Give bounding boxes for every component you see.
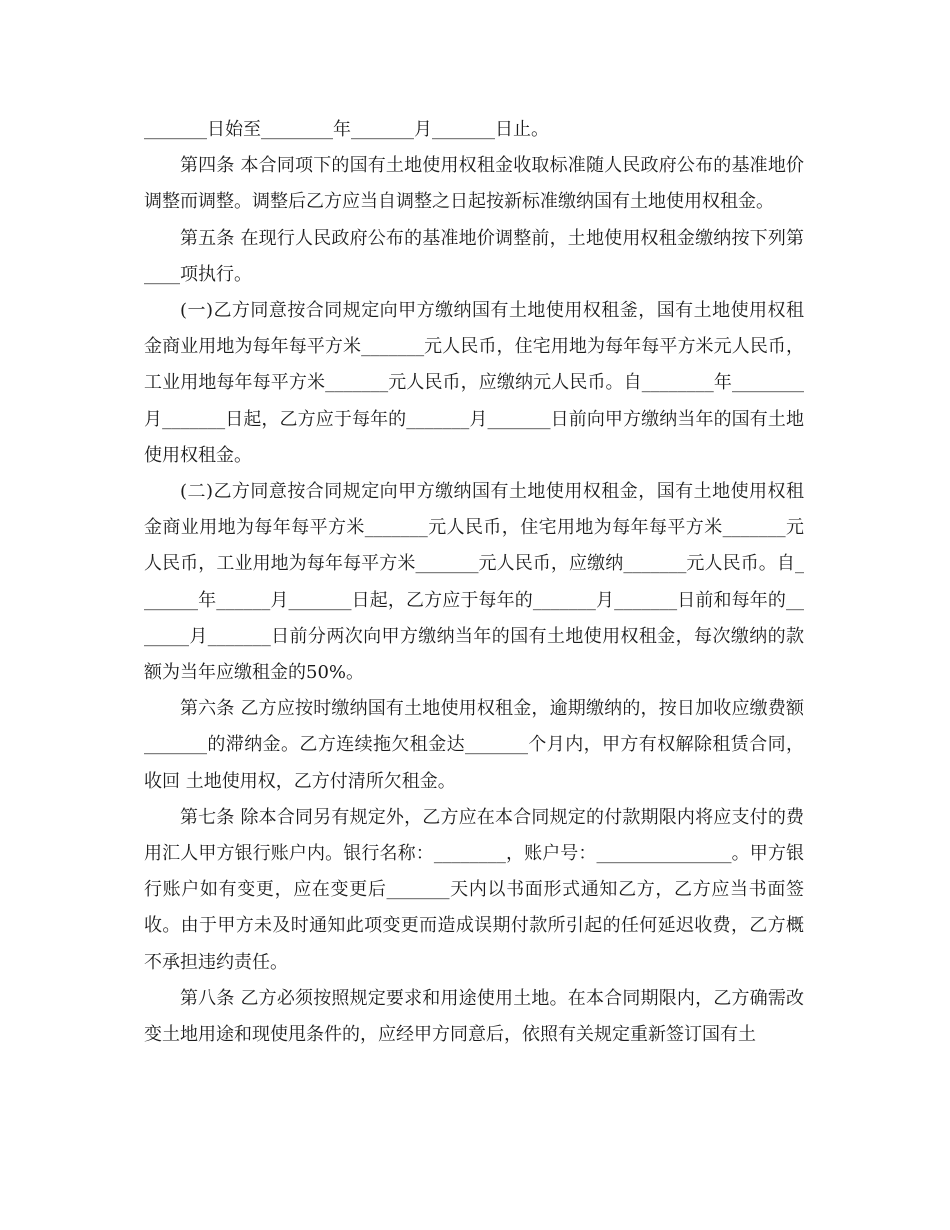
paragraph-date-range: _______日始至________年_______月_______日止。 (144, 119, 549, 140)
paragraph-article-5-option-1: (一)乙方同意按合同规定向甲方缴纳国有土地使用权租釜，国有土地使用权租金商业用地为每年每平方米_______元人民币，住宅用地为每年每平方米元人民币，工业用地每年每平方米_______元人民币，应缴纳元人民币。自________年________月_______日起，乙方应于每年的_______月_______日前向甲方缴纳当年的国有土地使用权租金。 (144, 300, 804, 466)
paragraph-article-8: 第八条 乙方必须按照规定要求和用途使用土地。在本合同期限内，乙方确需改变土地用途和现使甩条件的，应经甲方同意后，依照有关规定重新签订国有土 (144, 987, 804, 1046)
paragraph-article-4: 第四条 本合同项下的国有土地使用权租金收取标准随人民政府公布的基准地价调整而调整。调整后乙方应当自调整之日起按新标准缴纳国有土地使用权租金。 (144, 155, 804, 213)
paragraph-article-5: 第五条 在现行人民政府公布的基准地价调整前，土地使用权租金缴纳按下列第____项执行。 (144, 227, 804, 285)
paragraph-article-5-option-2: (二)乙方同意按合同规定向甲方缴纳国有土地使用权租金，国有土地使用权租金商业用地为每年每平方米_______元人民币，住宅用地为每年每平方米_______元人民币，工业用地为每年每平方米_______元人民币，应缴纳_______元人民币。自_______年______月_______日起，乙方应于每年的_______月_______日前和每年的_______月_______日前分两次向甲方缴纳当年的国有土地使用权租金，每次缴纳的款额为当年应缴租金的50%。 (144, 481, 804, 684)
document-page (144, 112, 804, 1053)
paragraph-article-7: 第七条 除本合同另有规定外，乙方应在本合同规定的付款期限内将应支付的费用汇人甲方银行账户内。银行名称：________，账户号：_______________。甲方银行账户如有变更，应在变更后_______天内以书面形式通知乙方，乙方应当书面签收。由于甲方未及时通知此项变更而造成误期付款所引起的任何延迟收费，乙方概不承担违约责任。 (144, 806, 804, 973)
paragraph-article-6: 第六条 乙方应按时缴纳国有土地使用权租金，逾期缴纳的，按日加收应缴费额_______的滞纳金。乙方连续拖欠租金达_______个月内，甲方有权解除租赁合同，收回 土地使用权，乙方付清所欠租金。 (144, 698, 804, 792)
